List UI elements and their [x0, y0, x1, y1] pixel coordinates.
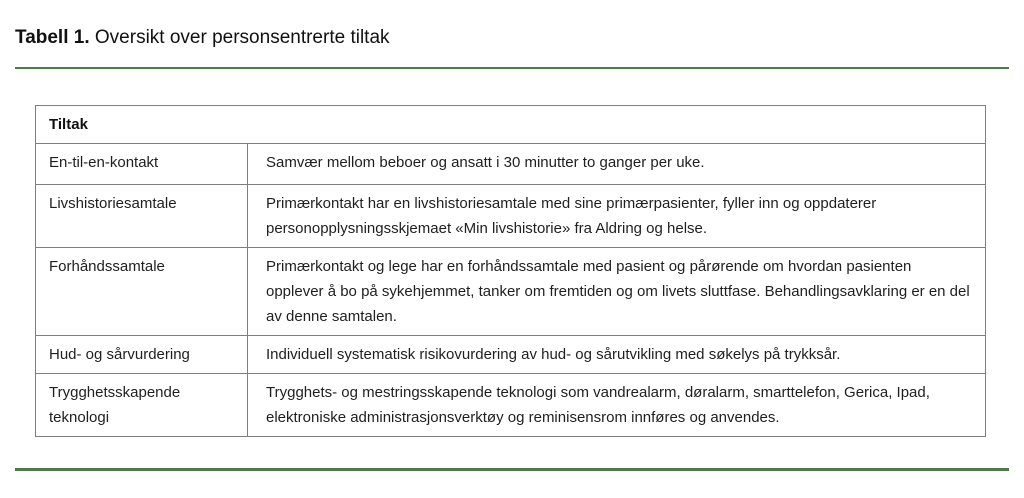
beskrivelse-cell: Individuell systematisk risikovurdering av hud- og sårutvikling med søkelys på trykksår. [248, 336, 986, 374]
table-row [36, 374, 986, 437]
table-caption-label: Tabell 1. [15, 27, 90, 48]
tiltak-cell: Forhåndssamtale [36, 248, 248, 336]
bottom-divider-rule [15, 468, 1009, 471]
tiltak-cell: En-til-en-kontakt [36, 144, 248, 185]
tiltak-cell: Livshistoriesamtale [36, 185, 248, 248]
beskrivelse-cell: Primærkontakt og lege har en forhåndssamtale med pasient og pårørende om hvordan pasienten opplever å bo på sykehjemmet, tanker om fremtiden og om livets sluttfase. Behandlingsavklaring er en del av denne samtalen. [248, 248, 986, 336]
beskrivelse-cell: Trygghets- og mestringsskapende teknologi som vandrealarm, døralarm, smarttelefon, Gerica, Ipad, elektroniske administrasjonsverktøy og reminisensrom innføres og anvendes. [248, 374, 986, 437]
tiltak-cell: Hud- og sårvurdering [36, 336, 248, 374]
table-row [36, 336, 986, 374]
table-row [36, 248, 986, 336]
table-caption [15, 26, 390, 50]
table-row [36, 144, 986, 185]
top-divider-rule [15, 67, 1009, 69]
beskrivelse-cell: Samvær mellom beboer og ansatt i 30 minutter to ganger per uke. [248, 144, 986, 185]
tiltak-table [35, 105, 986, 437]
table-row [36, 185, 986, 248]
beskrivelse-cell: Primærkontakt har en livshistoriesamtale med sine primærpasienter, fyller inn og oppdaterer personopplysningsskjemaet «Min livshistorie» fra Aldring og helse. [248, 185, 986, 248]
tiltak-cell: Trygghetsskapende teknologi [36, 374, 248, 437]
table-caption-text: Oversikt over personsentrerte tiltak [89, 27, 390, 48]
table-header-row [36, 106, 986, 144]
column-header-tiltak: Tiltak [36, 106, 986, 144]
